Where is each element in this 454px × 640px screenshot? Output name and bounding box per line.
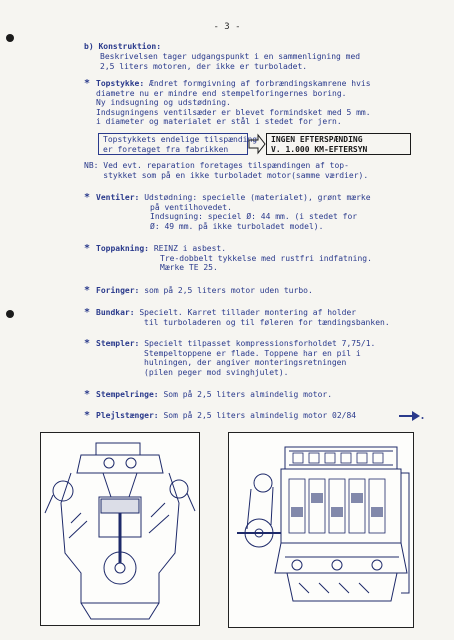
text-line: Som på 2,5 liters almindelig motor 02/84: [163, 411, 357, 420]
bullet-star: *: [84, 285, 91, 296]
text-line: Indsugningens ventilsæder er blevet formindsket med 5 mm.: [96, 107, 371, 117]
text-line: REINZ i asbest.: [153, 244, 227, 253]
topstykke-text: [96, 89, 371, 127]
tightening-note-box: [98, 133, 258, 155]
engine-cross-section-image: [41, 433, 199, 625]
text-line: Mærke TE 25.: [160, 263, 218, 273]
nb-note: [84, 161, 368, 180]
topstykke-label: Topstykke:: [96, 79, 145, 88]
stempler-label: Stempler:: [96, 339, 140, 348]
text-line: Udstødning: specielle (materialet), grønt mærke: [144, 193, 371, 202]
engine-side-view-image: [229, 433, 413, 627]
foringer-label: Foringer:: [96, 286, 140, 295]
text-line: 2,5 liters motoren, der ikke er turboladet.: [100, 61, 308, 71]
no-retightening-box: [266, 133, 411, 155]
engine-side-view-diagram: [228, 432, 414, 628]
text-line: (pilen peger mod svinghjulet).: [144, 367, 289, 377]
text-line: Specielt tilpasset kompressionsforholdet 7,75/1.: [144, 339, 376, 348]
bundkar-section: [96, 308, 356, 318]
punch-hole: [6, 34, 14, 42]
bullet-star: *: [84, 243, 91, 254]
page-number: - 3 -: [213, 22, 241, 32]
bullet-star: *: [84, 78, 91, 89]
text-line: som på 2,5 liters motor uden turbo.: [144, 286, 313, 295]
toppakning-label: Toppakning:: [96, 244, 149, 253]
section-b: [84, 42, 161, 52]
text-line: V. 1.000 KM-EFTERSYN: [271, 144, 368, 154]
text-line: Beskrivelsen tager udgangspunkt i en sammenligning med: [100, 52, 361, 61]
bullet-star: *: [84, 307, 91, 318]
text-line: Ny indsugning og udstødning.: [96, 98, 231, 108]
text-line: diametre nu er mindre end stempelforingernes boring.: [96, 88, 347, 98]
section-b-heading: b) Konstruktion:: [84, 42, 162, 51]
text-line: Indsugning: speciel Ø: 44 mm. (i stedet for: [150, 212, 358, 222]
bundkar-text: [144, 318, 390, 328]
ventiler-section: [96, 193, 371, 203]
bullet-star: *: [84, 192, 91, 203]
arrow-right-icon: [248, 132, 266, 156]
foringer-section: [96, 286, 313, 296]
text-line: Specielt. Karret tillader montering af holder: [139, 308, 357, 317]
text-line: Stempeltoppene er flade. Toppene har en pil i: [144, 348, 361, 358]
text-line: Topstykkets endelige tilspænding: [103, 135, 258, 144]
text-line: på ventilhovedet.: [150, 202, 232, 212]
punch-hole: [6, 310, 14, 318]
arrow-right-icon: [398, 410, 424, 422]
text-line: Ændret formgivning af forbrændingskamrene hvis: [149, 79, 371, 88]
stempler-section: [96, 339, 375, 349]
stempelringe-section: [96, 390, 332, 400]
bullet-star: *: [84, 338, 91, 349]
stempelringe-label: Stempelringe:: [96, 390, 159, 399]
section-b-text: [100, 52, 360, 71]
text-line: til turboladeren og til føleren for tændingsbanken.: [144, 317, 390, 327]
bullet-star: *: [84, 389, 91, 400]
text-line: hulningen, der angiver monteringsretningen: [144, 358, 347, 368]
plejlstaenger-label: Plejlstænger:: [96, 411, 159, 420]
toppakning-text: [160, 254, 372, 273]
text-line: er foretaget fra fabrikken: [103, 144, 229, 154]
engine-cutaway-diagram: [40, 432, 200, 626]
text-line: Som på 2,5 liters almindelig motor.: [163, 390, 333, 399]
bullet-star: *: [84, 410, 91, 421]
text-line: Tre-dobbelt tykkelse med rustfri indfatning.: [160, 253, 372, 263]
text-line: stykket som på en ikke turboladet motor(samme værdier).: [84, 170, 369, 180]
text-line: NB: Ved evt. reparation foretages tilspændingen af top-: [84, 161, 349, 170]
toppakning-section: [96, 244, 226, 254]
stempler-text: [144, 349, 361, 378]
text-line: i diameter og materialet er stål i stedet for jern.: [96, 117, 342, 127]
topstykke-section: [96, 79, 371, 89]
text-line: Ø: 49 mm. på ikke turboladet model).: [150, 221, 324, 231]
text-line: INGEN EFTERSPÆNDING: [271, 135, 363, 144]
bundkar-label: Bundkar:: [96, 308, 135, 317]
ventiler-text: [150, 203, 357, 232]
ventiler-label: Ventiler:: [96, 193, 140, 202]
plejlstaenger-section: [96, 411, 356, 421]
